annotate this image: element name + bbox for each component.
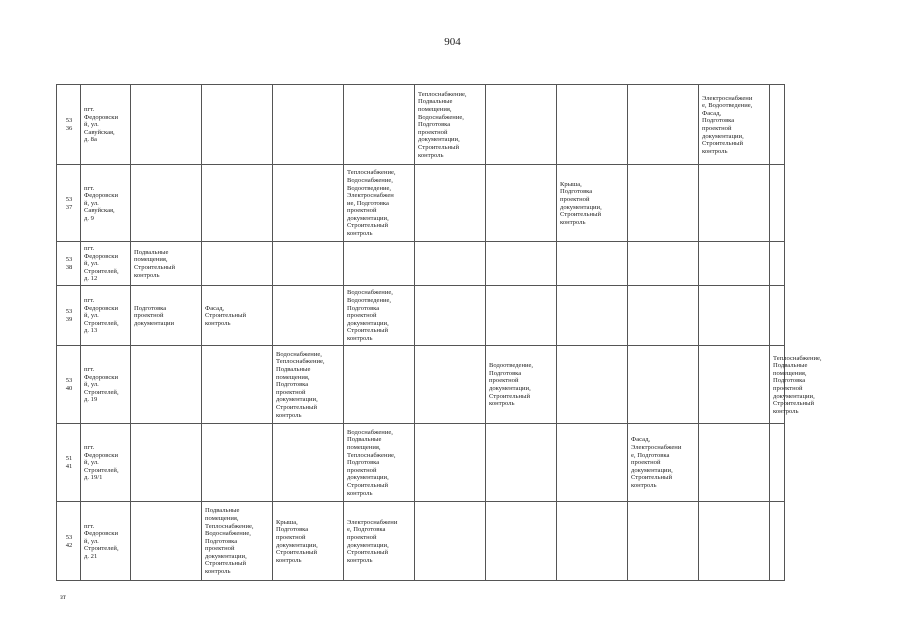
work-type-cell — [770, 502, 785, 581]
work-type-cell — [557, 424, 628, 502]
work-type-cell — [202, 346, 273, 424]
work-type-cell: Электроснабжени e, Водоотведение, Фасад, Подготовка проектной документации, Строительный контроль — [699, 85, 770, 165]
row-number: 53 36 — [57, 85, 81, 165]
work-type-cell — [557, 242, 628, 286]
row-number: 53 37 — [57, 165, 81, 242]
work-type-cell: Водоотведение, Подготовка проектной документации, Строительный контроль — [486, 346, 557, 424]
work-type-cell — [699, 286, 770, 346]
work-type-cell — [344, 242, 415, 286]
work-type-cell — [131, 346, 202, 424]
work-type-cell — [415, 242, 486, 286]
work-type-cell: Водоснабжение, Водоотведение, Подготовка проектной документации, Строительный контроль — [344, 286, 415, 346]
table-row — [57, 242, 785, 286]
work-type-cell — [202, 85, 273, 165]
work-type-cell — [486, 85, 557, 165]
work-type-cell — [557, 286, 628, 346]
address-cell: пгт. Федоровски й, ул. Строителей, д. 13 — [81, 286, 131, 346]
work-type-cell: Теплоснабжение, Подвальные помещения, Подготовка проектной документации, Строительный контроль — [770, 346, 785, 424]
table-row — [57, 286, 785, 346]
work-type-cell — [770, 242, 785, 286]
work-type-cell — [486, 165, 557, 242]
table-row — [57, 165, 785, 242]
work-type-cell — [202, 424, 273, 502]
work-type-cell — [699, 165, 770, 242]
work-type-cell — [628, 502, 699, 581]
work-type-cell — [273, 165, 344, 242]
row-number: 53 39 — [57, 286, 81, 346]
work-type-cell — [486, 502, 557, 581]
table-row — [57, 346, 785, 424]
work-type-cell — [415, 286, 486, 346]
work-type-cell — [699, 424, 770, 502]
work-type-cell: Фасад, Строительный контроль — [202, 286, 273, 346]
work-type-cell — [628, 346, 699, 424]
work-type-cell — [557, 85, 628, 165]
work-type-cell: Теплоснабжение, Водоснабжение, Водоотведение, Электроснабжен ие, Подготовка проектной документации, Строительный контроль — [344, 165, 415, 242]
work-type-cell — [699, 346, 770, 424]
address-cell: пгт. Федоровски й, ул. Строителей, д. 12 — [81, 242, 131, 286]
work-type-cell — [131, 165, 202, 242]
work-type-cell — [628, 242, 699, 286]
address-cell: пгт. Федоровски й, ул. Савуйская, д. 8а — [81, 85, 131, 165]
table-row — [57, 85, 785, 165]
work-type-cell — [415, 346, 486, 424]
row-number: 53 38 — [57, 242, 81, 286]
work-type-cell: Крыша, Подготовка проектной документации, Строительный контроль — [273, 502, 344, 581]
work-type-cell: Теплоснабжение, Подвальные помещения, Водоснабжение, Подготовка проектной документации, Строительный контроль — [415, 85, 486, 165]
work-type-cell — [770, 165, 785, 242]
work-type-cell: Крыша, Подготовка проектной документации, Строительный контроль — [557, 165, 628, 242]
work-type-cell — [273, 424, 344, 502]
work-type-cell — [131, 424, 202, 502]
repair-schedule-table — [56, 84, 822, 581]
work-type-cell — [344, 85, 415, 165]
work-type-cell — [273, 242, 344, 286]
work-type-cell — [202, 242, 273, 286]
work-type-cell — [557, 346, 628, 424]
work-type-cell: Водоснабжение, Теплоснабжение, Подвальные помещения, Подготовка проектной документации, Строительный контроль — [273, 346, 344, 424]
work-type-cell: Подготовка проектной документации — [131, 286, 202, 346]
work-type-cell — [131, 502, 202, 581]
work-type-cell — [628, 165, 699, 242]
work-type-cell — [699, 242, 770, 286]
table-row — [57, 502, 785, 581]
work-type-cell — [415, 502, 486, 581]
work-type-cell — [486, 286, 557, 346]
work-type-cell: Электроснабжени е, Подготовка проектной документации, Строительный контроль — [344, 502, 415, 581]
work-type-cell — [628, 286, 699, 346]
row-number: 53 40 — [57, 346, 81, 424]
footer-mark: зт — [60, 593, 66, 601]
work-type-cell: Водоснабжение, Подвальные помещения, Теплоснабжение, Подготовка проектной документации, Строительный контроль — [344, 424, 415, 502]
work-type-cell — [131, 85, 202, 165]
work-type-cell — [273, 286, 344, 346]
table-row — [57, 424, 785, 502]
address-cell: пгт. Федоровски й, ул. Строителей, д. 19 — [81, 346, 131, 424]
work-type-cell — [273, 85, 344, 165]
work-type-cell — [557, 502, 628, 581]
work-type-cell: Подвальные помещения, Строительный контроль — [131, 242, 202, 286]
work-type-cell — [628, 85, 699, 165]
work-type-cell — [202, 165, 273, 242]
row-number: 53 42 — [57, 502, 81, 581]
work-type-cell: Фасад, Электроснабжени e, Подготовка проектной документации, Строительный контроль — [628, 424, 699, 502]
work-type-cell — [486, 424, 557, 502]
address-cell: пгт. Федоровски й, ул. Строителей, д. 19/1 — [81, 424, 131, 502]
work-type-cell — [770, 85, 785, 165]
address-cell: пгт. Федоровски й, ул. Савуйская, д. 9 — [81, 165, 131, 242]
work-type-cell — [415, 165, 486, 242]
work-type-cell: Подвальные помещения, Теплоснабжение, Водоснабжение, Подготовка проектной документации, Строительный контроль — [202, 502, 273, 581]
row-number: 51 41 — [57, 424, 81, 502]
work-type-cell — [415, 424, 486, 502]
work-type-cell — [486, 242, 557, 286]
work-type-cell — [770, 424, 785, 502]
work-type-cell — [699, 502, 770, 581]
work-type-cell — [344, 346, 415, 424]
work-type-cell — [770, 286, 785, 346]
address-cell: пгт. Федоровски й, ул. Строителей, д. 21 — [81, 502, 131, 581]
page-number: 904 — [444, 36, 461, 48]
